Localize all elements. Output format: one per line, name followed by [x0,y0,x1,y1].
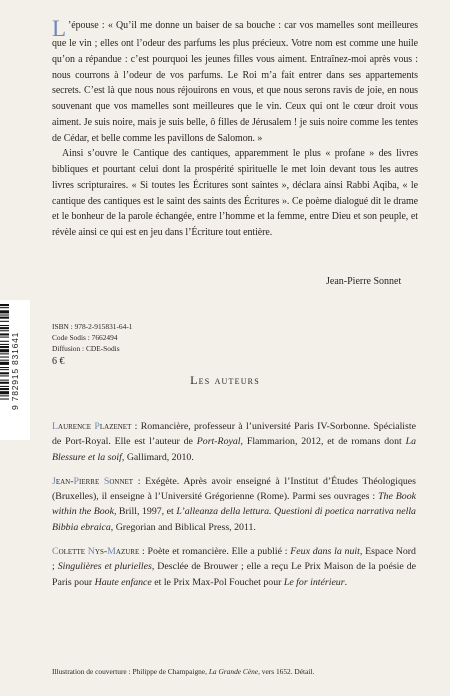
barcode-bar [0,330,9,331]
author-name: Jean-Pierre Sonnet [52,475,134,487]
barcode-bar [0,346,9,348]
author-bio: Colette Nys-Mazure : Poète et romancière. Elle a publié : Feux dans la nuit, Espace Nord ; Singulières et plurielles, Desclée de Brouwer ; elle a reçu Le Prix Maison de la poésie de Paris pour Haute enfance et le Prix Max-Pol Fouchet pour Le for intérieur. [52,546,416,588]
author-name: Colette Nys-Mazure [52,546,140,558]
barcode-bar [0,353,9,354]
barcode-bar [0,391,9,394]
drop-cap: L [52,16,66,41]
quote-author: Jean-Pierre Sonnet [326,276,402,287]
barcode-digits: 9 782915 831641 [10,331,20,411]
barcode-bar [0,304,9,306]
barcode-bar [0,333,9,335]
authors-section-title: Les auteurs [190,373,260,387]
author-name: Laurence Plazenet [52,421,132,432]
quote-paragraph-2: Ainsi s’ouvre le Cantique des cantiques, apparemment le plus « profane » des livres bibliques et pourtant celui dont la prospérité spirituelle le met loin devant tous les autres livres scripturaires. « Si toutes les Écritures sont saintes », déclara ainsi Rabbi Aqiba, « le cantique des cantiques est le saint des saints des Écritures ». Ce poème dialogué dit le drame et le bonheur de la parole échangée, entre l’homme et la femme, entre Dieu et son peuple, et révèle ainsi ce qui est en jeu dans l’Écriture tout entière. [52,148,418,238]
isbn: ISBN : 978-2-915831-64-1 [52,322,133,331]
author-bio: Jean-Pierre Sonnet : Exégète. Après avoir enseigné à l’Institut d’Études Théologiques (Bruxelles), il enseigne à l’Université Grégorienne (Rome). Parmi ses ouvrages : The Book within the Book, Brill, 1997, et L’alleanza della lettura. Questioni di poetica narrativa nella Bibbia ebraica, Gregorian and Biblical Press, 2011. [52,475,417,533]
barcode-bar [0,399,9,400]
barcode-bar [0,360,9,361]
quote-paragraph-1 [52,18,418,146]
barcode-bar [0,310,9,313]
quote-block [52,18,418,241]
barcode-bar [0,349,9,352]
barcode-bar [0,337,9,338]
publication-info [52,322,132,369]
barcode-bar [0,341,9,342]
barcode-bar [0,321,9,322]
barcode-bar [0,367,9,368]
quote-paragraph-1-text: ’épouse : « Qu’il me donne un baiser de sa bouche : car vos mamelles sont meilleures que le vin ; elles ont l’odeur des parfums les plus précieux. Votre nom est comme une huile qu’on a répandue : c’est pourquoi les jeunes filles vous aiment. Entraînez-moi après vous : nous courrons à l’odeur de vos parfums. Le Roi m’a fait entrer dans ses appartements secrets. C’est là que nous nous réjouirons en vous, et que nous serons ravis de joie, en nous souvenant que vos mamelles sont meilleures que le vin. Ceux qui ont le cœur droit vous aiment. Je suis noire, mais je suis belle, ô filles de Jérusalem ! je suis noire comme les tentes de Cédar, et belle comme les pavillons de Salomon. » [52,20,418,144]
barcode-bar [0,327,9,329]
diffusion: Diffusion : CDE-Sodis [52,343,120,353]
barcode-bar [0,388,9,390]
barcode-bar [0,369,9,370]
code-sodis: Code Sodis : 7662494 [52,332,118,342]
barcode-bar [0,357,9,358]
barcode-bar [0,325,9,326]
barcode-bar [0,362,9,365]
authors-list [52,419,416,599]
price: 6 € [52,356,65,368]
cover-illustration-credit: Illustration de couverture : Philippe de Champaigne, La Grande Cène, vers 1652. Détail. [52,667,315,676]
barcode-bar [0,307,9,308]
barcode-bar [0,317,9,319]
barcode-bar [0,315,9,316]
barcode-bar [0,344,9,345]
author-bio: Laurence Plazenet : Romancière, professeur à l’université Paris IV-Sorbonne. Spécialiste de Port-Royal. Elle est l’auteur de Port-Royal, Flammarion, 2012, et de romans dont La Blessure et la soif, Gallimard, 2010. [52,421,416,463]
barcode-bar [0,395,9,396]
